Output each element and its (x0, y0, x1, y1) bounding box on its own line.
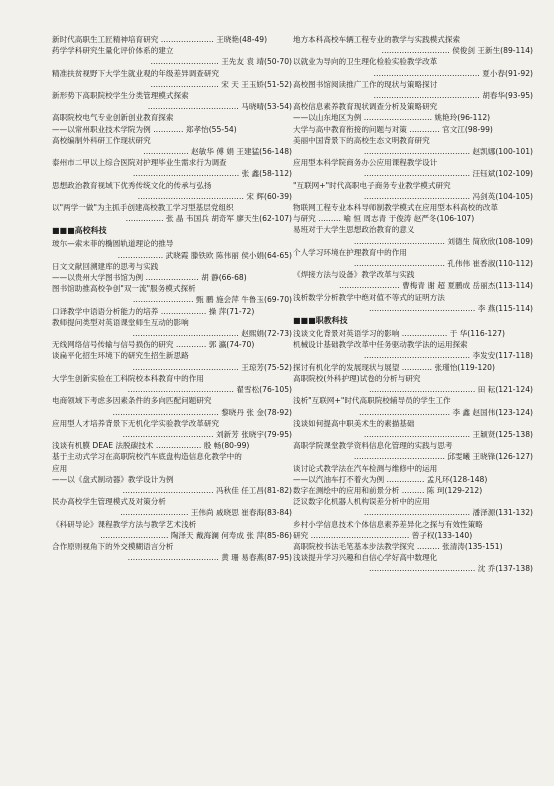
toc-entry (52, 112, 292, 134)
toc-entry (293, 34, 533, 56)
toc-entry (52, 306, 292, 317)
toc-entry-line: ——以《盘式制动器》教学设计为例 (52, 474, 174, 484)
toc-entry-line: 浅谈提升学习兴趣和自信心学好高中数理化 (293, 553, 438, 563)
toc-entry (52, 418, 292, 440)
right-column (293, 34, 533, 575)
toc-entry-line: …………………………………… 王琼芳(75-52) (132, 362, 292, 372)
toc-entry-line: ……………………………… 孔伟伟 崔香淑(110-112) (353, 259, 533, 269)
toc-entry-line: 精准扶贫视野下大学生就业观的年级差异调查研究 (52, 68, 220, 78)
toc-entry-line: 日文文献回溯建库的思考与实践 (52, 261, 159, 271)
toc-entry (293, 418, 533, 440)
toc-entry-line: ……………………………… 马晓晴(53-54) (147, 102, 292, 112)
toc-entry-line: 乡村小学信息技术个体信息素养差异化之探与有效性策略 (293, 519, 483, 529)
toc-entry (52, 261, 292, 283)
toc-entry-line: ……………………………… 刘新芳 张晓宇(79-95) (122, 429, 292, 439)
toc-entry-line: …………………………………… 赵凯娜(100-101) (363, 147, 533, 157)
toc-entry-line: 高校编制外科研工作现状研究 (52, 135, 151, 145)
toc-entry-line: 个人学习环境在护理教育中的作用 (293, 247, 407, 257)
toc-entry (52, 496, 292, 518)
toc-entry (52, 395, 292, 417)
toc-entry-line: ……………………………… 李 鑫 赵国伟(123-124) (359, 407, 533, 417)
toc-entry-line: …………………………………… 李 燕(115-114) (369, 303, 533, 313)
toc-entry-line: 物联网工程专业本科导师制教学模式在应用型本科高校的改革 (293, 203, 499, 213)
toc-entry-line: 以就业为导向的卫生理化检验实验教学改革 (293, 57, 438, 67)
toc-entry-line: 无线网络信号传输与信号损伤的研究 ………… 郭 瀛(74-70) (52, 340, 255, 350)
toc-entry-line: 合作原则视角下的外交模糊语言分析 (52, 541, 174, 551)
toc-entry-line: …………………………………… 翟雪松(76-105) (127, 385, 292, 395)
toc-entry (52, 440, 292, 451)
toc-entry (52, 34, 292, 68)
toc-entry (52, 339, 292, 350)
toc-entry-line: "互联网+"时代高职电子商务专业教学模式研究 (293, 180, 451, 190)
toc-entry-line: 图书馆助推高校争创"双一流"服务模式探析 (52, 284, 196, 294)
toc-entry-line: 探讨有机化学的发展现状与展望 ………… 张瑾怡(119-120) (293, 362, 495, 372)
toc-entry-line: …………………………………… 夏小春(91-92) (373, 68, 533, 78)
left-column (52, 34, 292, 563)
toc-entry-line: 数字在测绘中的应用和前景分析 ……… 陈 珂(129-212) (293, 485, 483, 495)
toc-entry-line: …………………………………… 冯剑英(104-105) (363, 191, 533, 201)
toc-entry-line: 新形势下高职院校学生分类管理模式探索 (52, 91, 189, 101)
toc-entry (293, 496, 533, 518)
toc-entry (293, 328, 533, 339)
toc-entry-line: …………………………………… 潘泽源(131-132) (363, 508, 533, 518)
toc-entry-line: 易班对于大学生思想政治教育的意义 (293, 225, 415, 235)
toc-entry-line: 新时代高职生工匠精神培育研究 ………………… 王晓艳(48-49) (52, 35, 268, 44)
toc-entry-line: …………………………………… 李发安(117-118) (363, 351, 533, 361)
toc-entry-line: 以"两学一做"为主抓手创建高校教工学习型基层党组织 (52, 203, 234, 213)
toc-entry (52, 519, 292, 541)
toc-entry-line: 电商领域下考虑多因素条件的多向匹配问题研究 (52, 396, 212, 406)
toc-entry-line: 高校图书馆阅读推广工作的现状与策略探讨 (293, 79, 438, 89)
toc-entry-line: ……………………… 陶泽天 戴海澜 何寿成 张 萍(85-86) (100, 530, 292, 540)
toc-entry (293, 440, 533, 462)
toc-entry-line: ……………………………… 黄 珊 易春燕(87-95) (127, 553, 292, 563)
toc-entry-line: ……………… 武晓霞 滕铁欧 陈伟丽 侯小娟(64-65) (117, 250, 292, 260)
toc-entry-line: …………………………………… 沈 乔(137-138) (369, 564, 533, 574)
toc-entry (52, 317, 292, 339)
toc-entry-line: 浅谈文化背景对英语学习的影响 ……………… 于 华(116-127) (293, 329, 505, 339)
toc-entry-line: 浅谈有机膜 DEAE 法脱碳技术 ……………… 殷 畅(80-99) (52, 441, 250, 451)
toc-entry (52, 202, 292, 224)
toc-entry-line: ……………………………… 邱雯曦 王晓锋(126-127) (353, 452, 533, 462)
toc-entry-line: 大学与高中教育衔接的问题与对策 ………… 官文江(98-99) (293, 124, 493, 134)
toc-entry (293, 124, 533, 135)
toc-entry-line: 浅谈如何提高中职美术生的素描基础 (293, 418, 415, 428)
toc-entry-line: 应用型本科学院商务办公应用课程教学设计 (293, 158, 438, 168)
toc-entry-line: 高职院校电气专业创新创业教育探索 (52, 113, 174, 123)
toc-entry (293, 519, 533, 541)
toc-entry-line: 浅析"互联网+"时代高职院校辅导员的学生工作 (293, 396, 451, 406)
toc-entry-line: 谈讨论式教学法在汽车检测与维修中的运用 (293, 463, 438, 473)
toc-entry (293, 552, 533, 574)
toc-entry-line: 高职院校(外科护理)试卷的分析与研究 (293, 373, 421, 383)
toc-entry-line: 泰州市二甲以上综合医院对护理毕业生需求行为调查 (52, 158, 227, 168)
toc-entry-line: 思想政治教育视域下优秀传统文化的传承与弘扬 (52, 180, 212, 190)
toc-entry-line: 机械设计基础教学改革中任务驱动教学法的运用探索 (293, 340, 468, 350)
toc-entry-line: ——以山东地区为例 ……………………… 姚艳玲(96-112) (293, 113, 491, 123)
toc-entry-line: 大学生创新实验在工科院校本科教育中的作用 (52, 373, 204, 383)
toc-entry-line: 与研究 ……… 喻 恒 周志青 于俊涛 赵严冬(106-107) (293, 214, 475, 224)
toc-entry-line: 谈扁平化招生环境下的研究生招生新思路 (52, 351, 189, 361)
toc-entry-line: 基于主动式学习在高职院校汽车底盘构造信息化教学中的 (52, 452, 242, 462)
toc-entry (293, 157, 533, 179)
toc-entry (52, 238, 292, 260)
toc-entry-line: ……………………… 王伟尚 戚晓思 崔春海(83-84) (120, 508, 292, 518)
toc-entry-line: 应用 (52, 463, 68, 473)
toc-entry (52, 350, 292, 372)
toc-entry (293, 269, 533, 291)
section-heading: ■■■高校科技 (52, 226, 107, 236)
toc-entry (293, 292, 533, 314)
toc-entry-line: ……………………… 王先友 袁 靖(50-70) (150, 57, 292, 67)
toc-entry-line: 地方本科高校车辆工程专业的教学与实践模式探索 (293, 35, 461, 44)
toc-entry (293, 485, 533, 496)
toc-entry-line: 药学学科研究生量化评价体系的建立 (52, 46, 174, 56)
toc-entry (52, 135, 292, 157)
toc-entry (293, 395, 533, 417)
toc-entry-line: 应用型人才培养背景下无机化学实验教学改革研究 (52, 418, 220, 428)
toc-entry-line: 教师提问类型对英语课堂师生互动的影响 (52, 317, 189, 327)
toc-entry-line: ——以贵州大学图书馆为例 ………………… 胡 静(66-68) (52, 273, 247, 283)
toc-entry (52, 90, 292, 112)
toc-entry-line: …………………… 甄 鹏 施会萍 牛鲁玉(69-70) (132, 295, 292, 305)
toc-entry (293, 101, 533, 123)
section-heading: ■■■职教科技 (293, 316, 348, 326)
toc-entry-line: …………………………………… 赵熙娟(72-73) (132, 329, 292, 339)
toc-entry-line: 高职院校书法毛笔基本步法教学探究 ……… 张清涛(135-151) (293, 541, 503, 551)
toc-entry-line: …………………………………… 黎晓丹 张 金(78-92) (112, 407, 292, 417)
toc-entry (52, 373, 292, 395)
toc-entry (52, 283, 292, 305)
toc-entry-line: 美丽中国背景下的高校生态文明教育研究 (293, 135, 430, 145)
toc-entry-line: 高职学院课堂教学资料信息化管理的实践与思考 (293, 441, 453, 451)
toc-entry (293, 202, 533, 224)
toc-entry-line: …………………………………… 胡春华(93-95) (373, 91, 533, 101)
toc-entry-line: ……………………………… 冯秋佳 任工昌(81-82) (122, 485, 292, 495)
toc-entry (293, 339, 533, 361)
toc-entry-line: …………………………………… 田 耘(121-124) (369, 385, 533, 395)
toc-entry-line: …………………………………… 王颖贤(125-138) (363, 429, 533, 439)
toc-entry (293, 56, 533, 78)
toc-entry (293, 180, 533, 202)
toc-entry (293, 362, 533, 373)
toc-entry (52, 451, 292, 496)
toc-entry (293, 463, 533, 485)
toc-entry (293, 79, 533, 101)
toc-entry-line: 高校信息素养教育现状调查分析及策略研究 (293, 102, 438, 112)
toc-entry (293, 541, 533, 552)
toc-entry (52, 68, 292, 90)
toc-entry-line: 研究 ………………………………… 曾子权(133-140) (293, 530, 473, 540)
toc-entry (293, 224, 533, 246)
toc-entry-line: …………………… 曹梅青 谢 超 夏鹏成 岳丽杰(113-114) (338, 281, 533, 291)
toc-entry-line: …………………………………… 汪钰斌(102-109) (363, 169, 533, 179)
toc-entry-line: 《科研导论》课程教学方法与教学艺术浅析 (52, 519, 197, 529)
toc-entry-line: ……………… 赵敏华 傅 娟 王建猛(56-148) (143, 147, 292, 157)
toc-entry-line: 泛议数字化机器人机构误差分析中的应用 (293, 497, 430, 507)
toc-entry-line: 浅析数学分析教学中绝对值不等式的证明方法 (293, 292, 445, 302)
toc-entry-line: …………………………………… 宋 辉(60-39) (137, 191, 292, 201)
toc-entry-line: ——以汽油车打不着火为例 …………… 孟凡环(128-148) (293, 474, 488, 484)
toc-entry-line: 《焊接方法与设备》教学改革与实践 (293, 270, 415, 280)
toc-entry-line: 口译教学中语语分析能力的培养 ……………… 操 萍(71-72) (52, 306, 255, 316)
toc-entry-line: ……………………………… 刘德生 简欣欣(108-109) (353, 236, 533, 246)
toc-entry (52, 157, 292, 179)
toc-entry-line: ……………………… 侯俊剑 王新生(89-114) (381, 46, 533, 56)
toc-entry (293, 247, 533, 269)
toc-entry-line: …………………………………… 张 鑫(58-112) (132, 169, 292, 179)
toc-entry (293, 135, 533, 157)
toc-entry-line: ——以常州职业技术学院为例 ………… 郑孝怡(55-54) (52, 124, 237, 134)
toc-entry (293, 373, 533, 395)
toc-entry-line: ……………………… 宋 天 王玉娇(51-52) (150, 79, 292, 89)
toc-entry-line: 玻尔—索末菲的椭圆轨道理论的推导 (52, 239, 174, 249)
toc-entry (52, 541, 292, 563)
toc-entry-line: 民办高校学生管理模式及对策分析 (52, 497, 166, 507)
toc-entry-line: …………… 张 晶 韦国兵 胡奇军 廖天生(62-107) (125, 214, 292, 224)
toc-entry (52, 180, 292, 202)
